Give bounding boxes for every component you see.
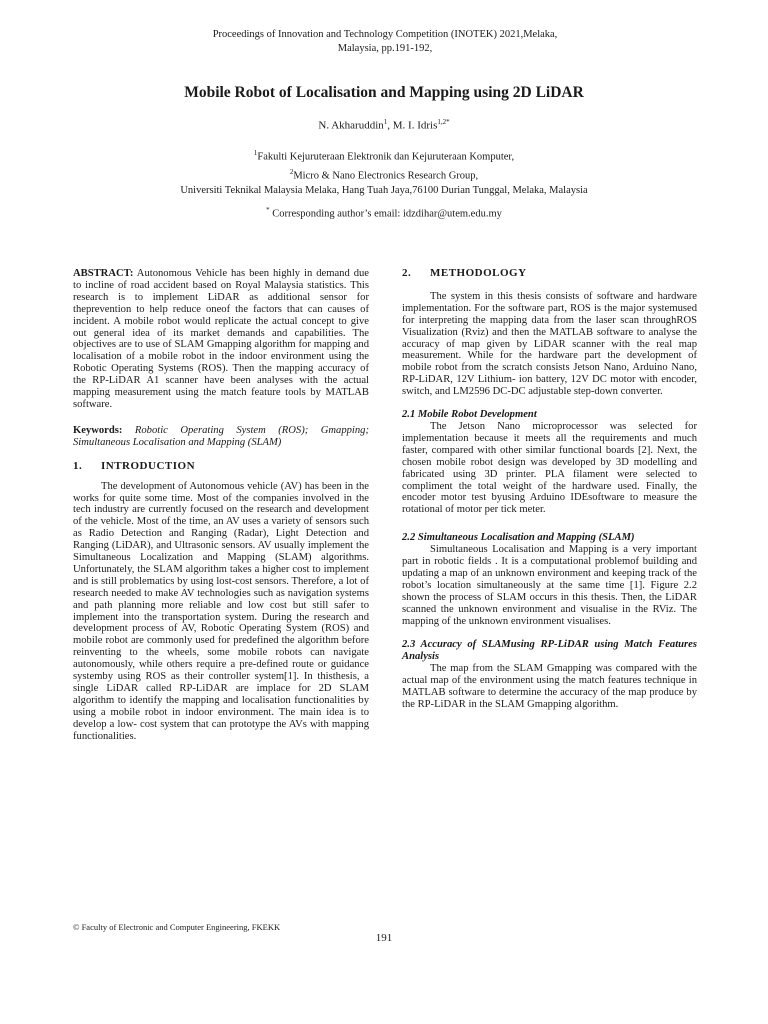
author-separator: , xyxy=(387,119,393,132)
introduction-text: The development of Autonomous vehicle (AV) has been in the works for quite some time. Most of the companies involved in the tech industry are currently focused on the research and development of the vehicle. Most of the time, an AV uses a variety of sensors such as Radio Detection and Ranging (Radar), Light Detection and Ranging (LiDAR), and Ultrasonic sensors. AV usually implement the Simultaneous Localization and Mapping (SLAM) algorithms. Unfortunately, the SLAM algorithm takes a higher cost to implement and is still problematics by using lost-cost sensors. Therefore, a lot of research needed to make AV technologies such as navigation systems and path planning more reliable and low cost but still safer to implement into the transportation system. During the research and development process of AV, Robotic Operating System (ROS) and mobile robot are commonly used for predefined the algorithm before reinventing to the wheels, some mobile robots can navigate autonomously, while others require a pre-defined route or guidance systemby using ROS as their controller system[1]. In thisthesis, a single LiDAR called RP-LiDAR are implace for 2D SLAM algorithm to identify the mapping and localisation functionalities by using a mobile robot in indoor environment. The main idea is to develop a low- cost system that can prototype the AVs with mapping functionalities. xyxy=(73,480,369,742)
methodology-text: The system in this thesis consists of software and hardware implementation. For the software part, ROS is the major systemused for interpreting the mapping data from the laser scan throughROS Visualization (Rviz) and then the MATLAB software to analyse the accuracy of map given by LiDAR scanner with the real map measurement. While for the hardware part the development of mobile robot from the scratch consists Jetson Nano, Arduino Nano, RP-LiDAR, 12V Lithium- ion battery, 12V DC motor with encoder, switch, and LM2596 DC-DC adjustable step-down converter. xyxy=(402,290,697,398)
section-heading-introduction: 1. INTRODUCTION xyxy=(73,459,196,472)
abstract xyxy=(73,268,369,411)
keywords-label: Keywords: xyxy=(73,424,123,436)
proceedings-header xyxy=(150,28,620,56)
copyright-footer: © Faculty of Electronic and Computer Engineering, FKEKK xyxy=(73,922,281,932)
abstract-text: Autonomous Vehicle has been highly in demand due to incline of road accident based on Royal Malaysia statistics. This research is to implement LiDAR as additional sensor for theprevention to help reduce oneof the factors that can causes of incident. A mobile robot would replicate the actual concept to give out general idea of its market demands and capabilities. The objectives are to use of SLAM Gmapping algorithm for mapping and localisation of a mobile robot in the indoor environment using the Robotic Operating Systems (ROS). Then the mapping accuracy of the RP-LiDAR A1 scanner have been analyses with the actual mapping measurement using the match feature tools by MATLAB software. xyxy=(73,268,369,410)
keywords-text: Robotic Operating System (ROS); Gmapping; Simultaneous Localisation and Mapping (SLAM) xyxy=(73,424,369,448)
paper-title: Mobile Robot of Localisation and Mapping using 2D LiDAR xyxy=(184,84,584,101)
proceedings-line-2: Malaysia, pp.191-192, xyxy=(337,43,433,54)
subsection-heading-2-1: 2.1 Mobile Robot Development xyxy=(402,409,537,421)
subsection-heading-2-3: 2.3 Accuracy of SLAMusing RP-LiDAR using Match Features Analysis xyxy=(402,639,697,663)
section-heading-methodology: 2. METHODOLOGY xyxy=(402,267,527,279)
author-2: M. I. Idris xyxy=(392,119,438,132)
right-column xyxy=(402,268,697,711)
keywords xyxy=(73,425,369,449)
affiliations xyxy=(100,146,668,198)
page-number: 191 xyxy=(375,932,393,944)
proceedings-line-1: Proceedings of Innovation and Technology Competition (INOTEK) 2021,Melaka, xyxy=(212,29,558,40)
affiliation-3: Universiti Teknikal Malaysia Melaka, Hang Tuah Jaya,76100 Durian Tunggal, Melaka, Malaysia xyxy=(180,185,588,196)
subsection-2-1-text: The Jetson Nano microprocessor was selected for implementation because it meets all the requirements and much faster, compared with other similar functional boards [2]. Next, the chosen mobile robot design was developed by 3D modelling and fabricated using 3D printer. PLA filament were selected to compliment the total weight of the hardware used. Finally, the encoder motor test byusing Arduino IDEsoftware to measure the rotational of motor per tick meter. xyxy=(402,420,697,516)
left-column xyxy=(73,268,369,743)
author-1-affil: 1 xyxy=(383,118,388,126)
author-list xyxy=(60,118,708,132)
corresponding-author: * Corresponding author’s email: idzdihar@utem.edu.my xyxy=(266,206,502,220)
subsection-2-2-text: Simultaneous Localisation and Mapping is a very important part in robotic fields . It is a computational problemof building and updating a map of an unknown environment and keeping track of the robot’s location simultaneously at the same time [1]. Figure 2.2 shown the process of SLAM occurs in this thesis. Then, the LiDAR scanned the unknown environment and visualise in the RViz. The mapping of the unknown environment visualises. xyxy=(402,544,697,627)
affiliation-1: $^1$Fakulti Kejuruteraan Elektronik dan Kejuruteraan Komputer, xyxy=(253,149,515,163)
subsection-2-3-text: The map from the SLAM Gmapping was compared with the actual map of the environment using the match features technique in MATLAB software to determine the accuracy of the map produce by the RP-LiDAR in the SLAM Gmapping algorithm. xyxy=(402,663,697,710)
author-2-affil: 1,2* xyxy=(437,118,450,126)
subsection-heading-2-2: 2.2 Simultaneous Localisation and Mapping (SLAM) xyxy=(402,532,635,544)
abstract-label: ABSTRACT: xyxy=(73,268,134,279)
author-1: N. Akharuddin xyxy=(318,119,384,132)
affiliation-2: $^2$Micro & Nano Electronics Research Group, xyxy=(289,167,479,181)
